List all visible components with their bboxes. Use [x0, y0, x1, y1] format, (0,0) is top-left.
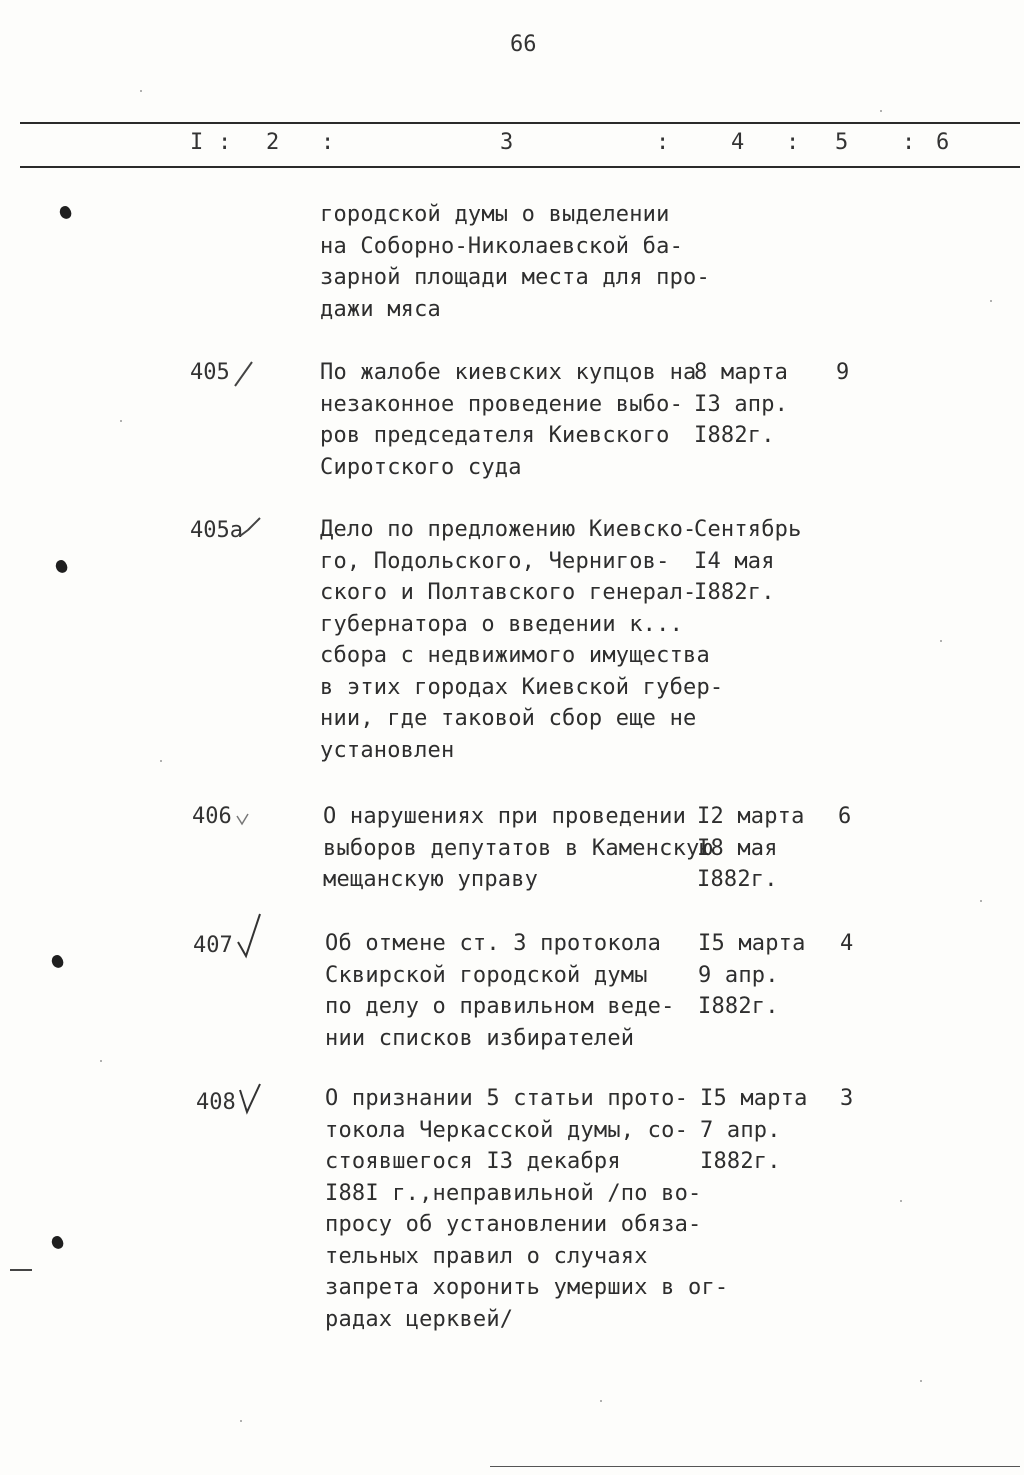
- header-top-rule: [20, 122, 1020, 124]
- entry-dates: 8 марта I3 апр. I882г.: [694, 360, 789, 448]
- entry-description: О признании 5 статьи прото- токола Черкасской думы, со- стоявшегося I3 декабря I88I г.,неправильной /по во- просу об установлении обяза- тельных правил о случаях запрета хоронить умерших в ог- радах церквей/: [325, 1086, 729, 1332]
- column-header-4: 4: [731, 130, 745, 155]
- column-separator: :: [656, 130, 670, 155]
- column-separator: :: [218, 130, 232, 155]
- scan-speck: [940, 640, 942, 642]
- entry-sheet-count: 9: [836, 360, 850, 385]
- scan-speck: [240, 1420, 242, 1422]
- entry-sheet-count: 6: [838, 804, 852, 829]
- column-separator: :: [321, 130, 335, 155]
- column-header-3: 3: [500, 130, 514, 155]
- entry-description: Об отмене ст. 3 протокола Сквирской городской думы по делу о правильном веде- нии списков избирателей: [325, 931, 675, 1051]
- binding-hole-mark: [50, 954, 65, 970]
- binding-hole-mark: [50, 1235, 65, 1251]
- entry-description: О нарушениях при проведении выборов депутатов в Каменскую мещанскую управу: [323, 804, 713, 892]
- scan-speck: [980, 900, 982, 902]
- entry-dates: I2 марта I8 мая I882г.: [697, 804, 805, 892]
- entry-number: 405а: [190, 518, 243, 543]
- scan-speck: [880, 110, 882, 112]
- scan-speck: [120, 420, 122, 422]
- entry-description: По жалобе киевских купцов на незаконное проведение выбо- ров председателя Киевского Сиротского суда: [320, 360, 697, 480]
- check-mark-icon: [232, 360, 258, 390]
- check-mark-icon: [236, 1080, 266, 1116]
- binding-hole-mark: [58, 205, 73, 221]
- margin-dash-mark: [10, 1269, 32, 1271]
- column-separator: :: [902, 130, 916, 155]
- entry-dates: Сентябрь I4 мая I882г.: [694, 517, 802, 605]
- scan-speck: [100, 1060, 102, 1062]
- scan-speck: [140, 90, 142, 92]
- column-separator: :: [786, 130, 800, 155]
- entry-number: 405: [190, 360, 230, 385]
- scan-speck: [990, 300, 992, 302]
- entry-sheet-count: 3: [840, 1086, 854, 1111]
- scan-speck: [600, 1400, 602, 1402]
- column-header-5: 5: [835, 130, 849, 155]
- footer-rule: [490, 1466, 1020, 1467]
- entry-sheet-count: 4: [840, 931, 854, 956]
- scan-speck: [920, 1380, 922, 1382]
- check-mark-icon: [234, 810, 254, 830]
- entry-dates: I5 марта 9 апр. I882г.: [698, 931, 806, 1019]
- entry-number: 406: [192, 804, 232, 829]
- check-mark-icon: [238, 514, 264, 544]
- column-header-2: 2: [266, 130, 280, 155]
- check-mark-icon: [234, 910, 268, 960]
- header-bottom-rule: [20, 166, 1020, 168]
- entry-number: 407: [193, 933, 233, 958]
- scan-speck: [160, 760, 162, 762]
- entry-description: Дело по предложению Киевско- го, Подольского, Чернигов- ского и Полтавского генерал- губернатора о введении к... сбора с недвижимого имущества в этих городах Киевской губер- нии, где таковой сбор еще не установлен: [320, 517, 724, 763]
- scan-speck: [900, 1200, 902, 1202]
- column-header-1: I: [190, 130, 204, 155]
- entry-dates: I5 марта 7 апр. I882г.: [700, 1086, 808, 1174]
- binding-hole-mark: [54, 559, 69, 575]
- column-header-6: 6: [936, 130, 950, 155]
- entry-number: 408: [196, 1090, 236, 1115]
- page-number: 66: [510, 32, 537, 57]
- entry-description: городской думы о выделении на Соборно-Николаевской ба- зарной площади места для про- дажи мяса: [320, 202, 710, 322]
